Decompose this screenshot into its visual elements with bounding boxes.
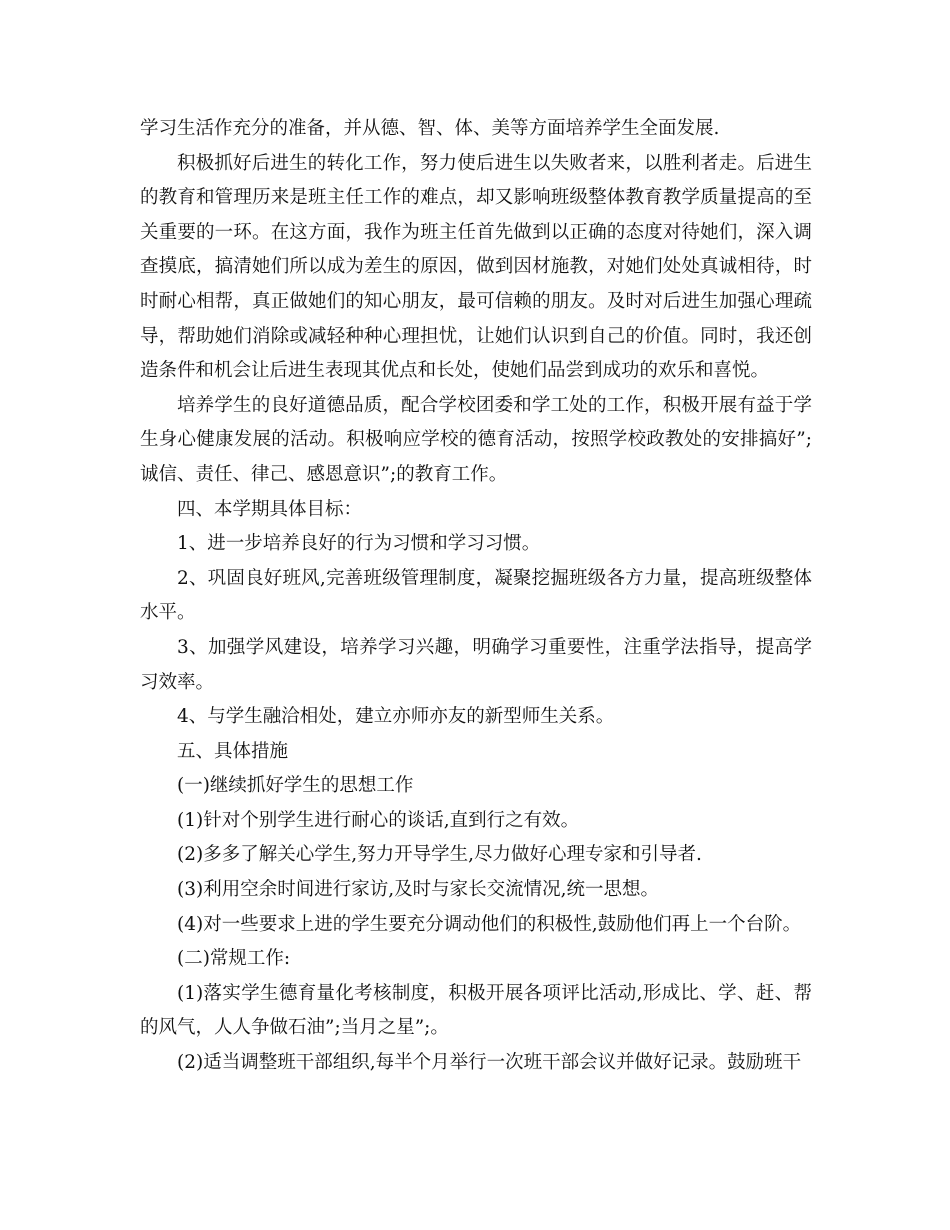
measure-item-4: (4)对一些要求上进的学生要充分调动他们的积极性,鼓励他们再上一个台阶。: [177, 913, 802, 935]
paragraph-2: 积极抓好后进生的转化工作，努力使后进生以失败者来，以胜利者走。后进生的教育和管理历来是班主任工作的难点，却又影响班级整体教育教学质量提高的至关重要的一环。在这方面，我作为班主任首先做到以正确的态度对待她们，深入调查摸底，搞清她们所以成为差生的原因，做到因材施教，对她们处处真诚相待，时时耐心相帮，真正做她们的知心朋友，最可信赖的朋友。及时对后进生加强心理疏导，帮助她们消除或减轻种种心理担忧，让她们认识到自己的价值。同时，我还创造条件和机会让后进生表现其优点和长处，使她们品尝到成功的欢乐和喜悦。: [140, 152, 812, 382]
paragraph-3: 培养学生的良好道德品质，配合学校团委和学工处的工作，积极开展有益于学生身心健康发展的活动。积极响应学校的德育活动，按照学校政教处的安排搞好”;诚信、责任、律己、感恩意识”;的教育工作。: [140, 394, 812, 485]
paragraph-1: 学习生活作充分的准备，并从德、智、体、美等方面培养学生全面发展.: [140, 118, 720, 139]
section-heading-goals: 四、本学期具体目标：: [177, 498, 363, 520]
subsection-heading-thought-work: (一)继续抓好学生的思想工作: [177, 775, 414, 797]
routine-item-1: (1)落实学生德育量化考核制度，积极开展各项评比活动,形成比、学、赶、帮的风气，人人争做石油”;当月之星”;。: [140, 982, 812, 1039]
goal-item-1: 1、进一步培养良好的行为习惯和学习习惯。: [177, 533, 541, 555]
measure-item-3: (3)利用空余时间进行家访,及时与家长交流情况,统一思想。: [177, 879, 659, 901]
goal-item-4: 4、与学生融洽相处，建立亦师亦友的新型师生关系。: [177, 706, 615, 728]
goal-item-2: 2、巩固良好班风,完善班级管理制度，凝聚挖掘班级各方力量，提高班级整体水平。: [140, 567, 812, 624]
measure-item-1: (1)针对个别学生进行耐心的谈话,直到行之有效。: [177, 809, 580, 831]
goal-item-3: 3、加强学风建设，培养学习兴趣，明确学习重要性，注重学法指导，提高学习效率。: [140, 636, 812, 693]
section-heading-measures: 五、具体措施: [177, 740, 289, 762]
subsection-heading-routine-work: (二)常规工作:: [177, 948, 291, 970]
routine-item-2: (2)适当调整班干部组织,每半个月举行一次班干部会议并做好记录。鼓励班干: [177, 1052, 802, 1074]
document-page: [140, 112, 812, 1081]
measure-item-2: (2)多多了解关心学生,努力开导学生,尽力做好心理专家和引导者.: [177, 844, 702, 866]
